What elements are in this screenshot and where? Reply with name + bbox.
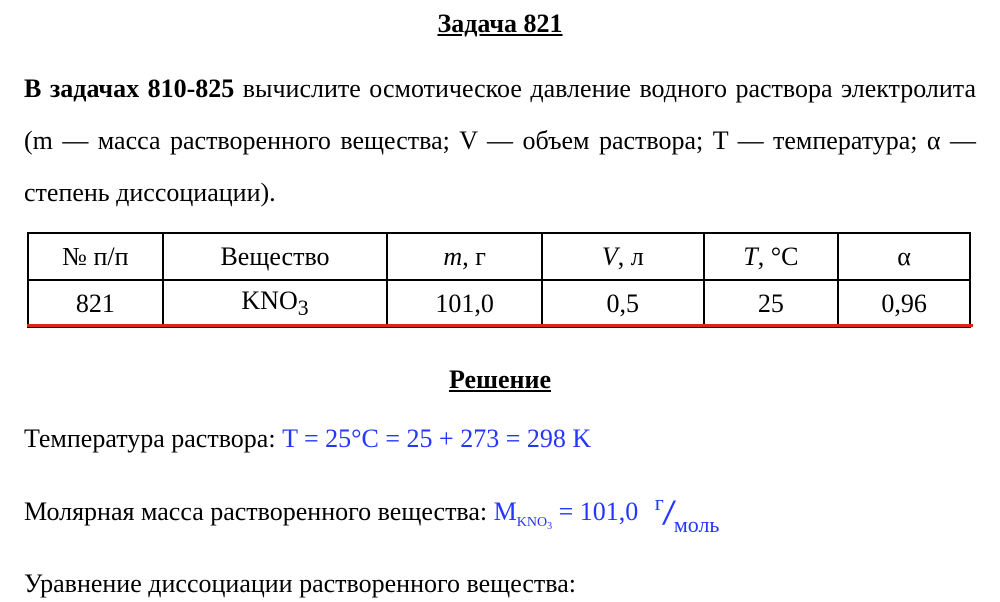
- substance-formula: KNO: [241, 285, 298, 315]
- molar-mass-unit-numerator: г: [654, 490, 664, 515]
- parameters-table: [27, 232, 971, 328]
- header-temperature-unit: , °C: [757, 241, 799, 271]
- header-volume: [542, 233, 704, 280]
- header-volume-unit: , л: [617, 241, 644, 271]
- cell-temperature: 25: [704, 280, 839, 327]
- header-mass-symbol: m: [443, 241, 463, 271]
- molar-mass-subscript-index: 3: [547, 521, 553, 532]
- cell-substance: [163, 280, 388, 327]
- header-volume-symbol: V: [601, 241, 618, 271]
- temperature-line: [24, 421, 591, 457]
- problem-title: Задача 821: [437, 9, 563, 38]
- molar-mass-line: [24, 490, 719, 536]
- table-header-row: [28, 233, 970, 280]
- substance-index: 3: [297, 296, 309, 321]
- header-mass: [387, 233, 542, 280]
- molar-mass-value: = 101,0: [552, 497, 645, 526]
- molar-mass-subscript: KNO: [516, 515, 548, 530]
- molar-mass-symbol: M: [493, 497, 517, 526]
- header-temperature: [704, 233, 839, 280]
- header-mass-unit: , г: [462, 241, 486, 271]
- header-substance: Вещество: [163, 233, 388, 280]
- header-num: № п/п: [28, 233, 163, 280]
- cell-mass: 101,0: [387, 280, 542, 327]
- problem-text: вычислите осмотическое давление водного раствора электролита (m — масса растворенного вещества; V — объем раствора; T — температура; α — степень диссоциации).: [24, 74, 976, 207]
- temperature-label: Температура раствора:: [24, 424, 283, 453]
- solution-heading: Решение: [448, 365, 552, 394]
- problem-range: В задачах 810-825: [24, 74, 235, 103]
- molar-mass-unit-denominator: моль: [673, 512, 720, 537]
- cell-num: 821: [28, 280, 163, 327]
- cell-volume: 0,5: [542, 280, 704, 327]
- molar-mass-label: Молярная масса растворенного вещества:: [24, 497, 494, 526]
- table-row: [28, 280, 970, 327]
- dissociation-line: Уравнение диссоциации растворенного вещества:: [24, 569, 576, 598]
- fraction-slash: /: [661, 492, 676, 532]
- header-temperature-symbol: T: [743, 241, 758, 271]
- temperature-formula: T = 25°C = 25 + 273 = 298 K: [282, 424, 592, 453]
- header-alpha: α: [838, 233, 970, 280]
- cell-alpha: 0,96: [838, 280, 970, 327]
- table-underline: [27, 324, 973, 327]
- molar-mass-formula: [493, 490, 720, 537]
- problem-statement: [24, 63, 976, 219]
